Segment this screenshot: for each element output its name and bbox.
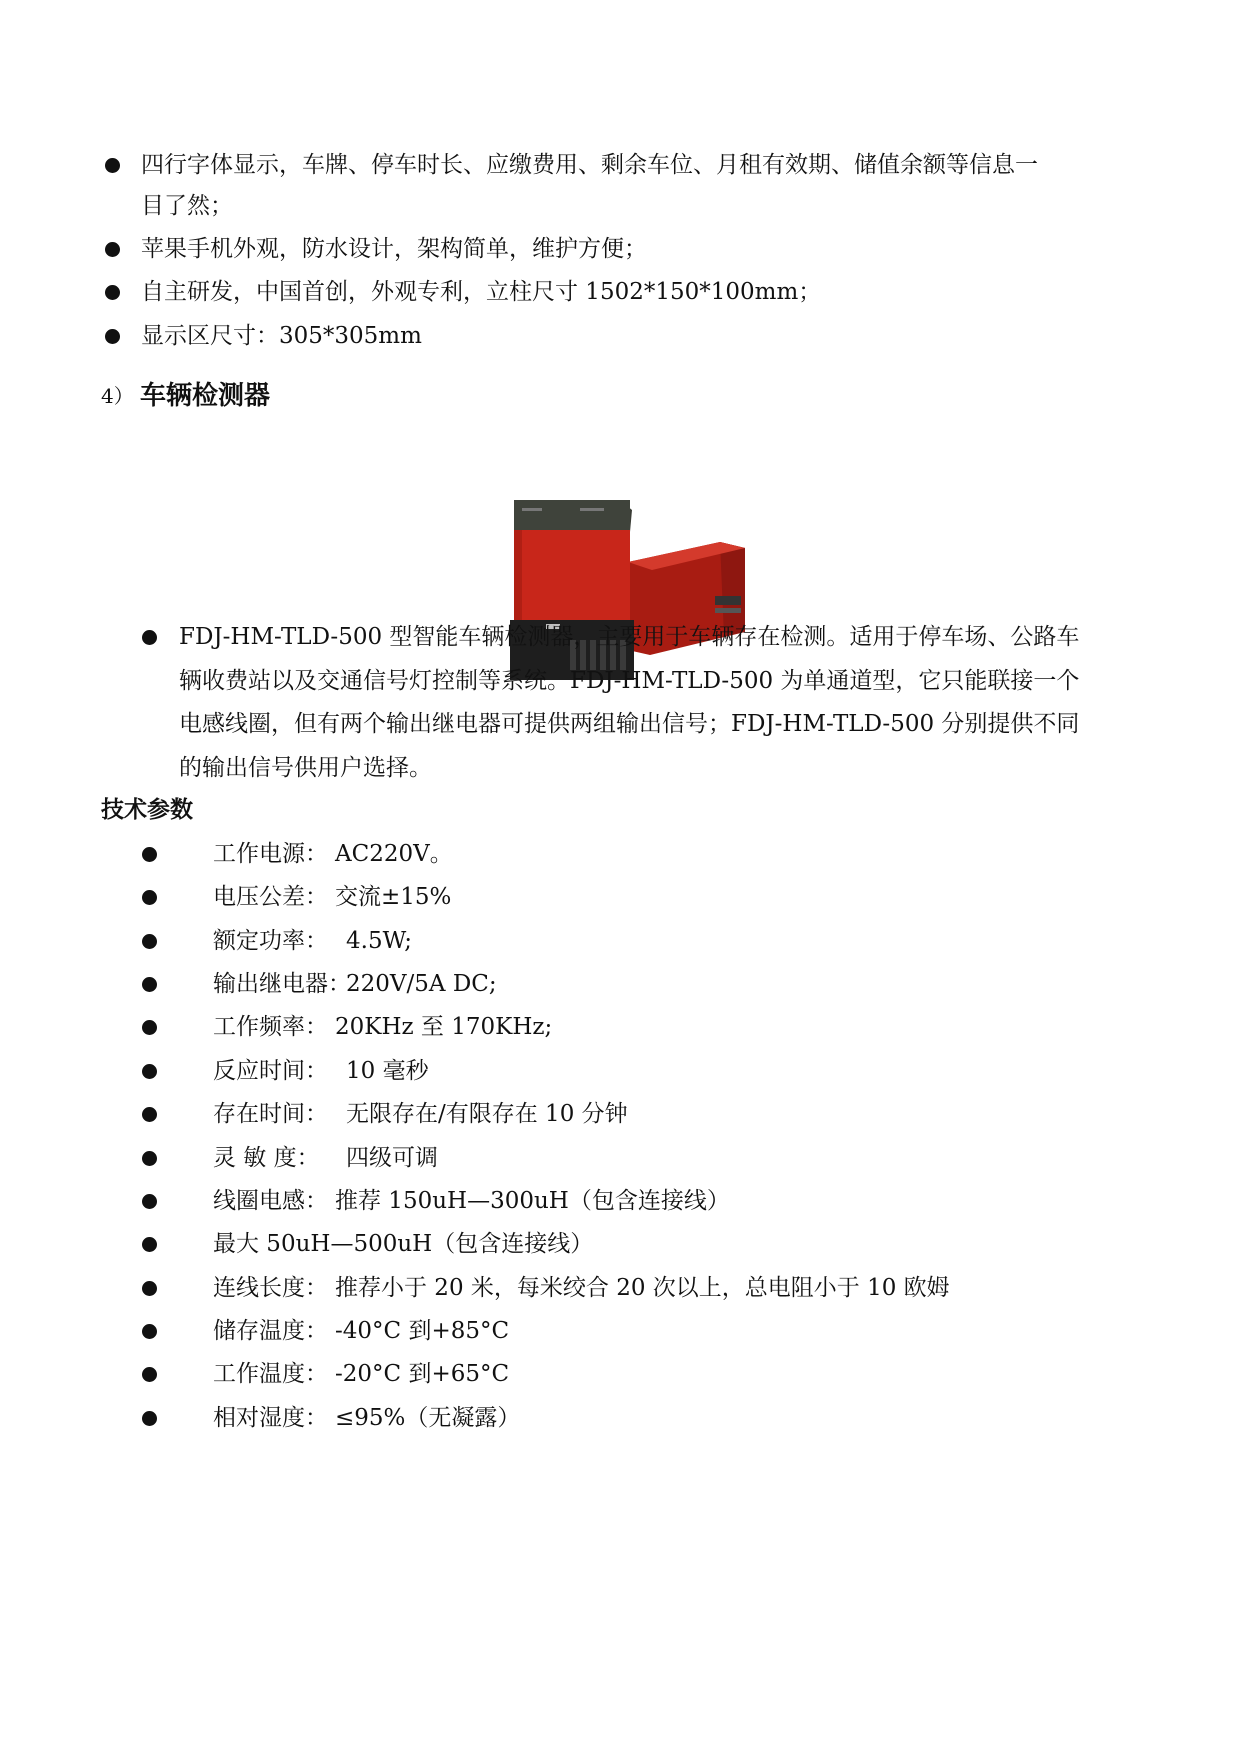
intro-bullet-3: 自主研发，中国首创，外观专利，立柱尺寸 1502*150*100mm； — [141, 279, 822, 305]
spec-label: 线圈电感： — [213, 1188, 328, 1214]
intro-bullet-4: 显示区尺寸：305*305mm — [141, 323, 422, 349]
bullet-dot — [142, 1324, 157, 1339]
spec-label: 反应时间： — [213, 1058, 328, 1084]
bullet-dot — [142, 630, 157, 645]
spec-label: 工作频率： — [213, 1014, 328, 1040]
spec-value: 无限存在/有限存在 10 分钟 — [346, 1101, 628, 1127]
description-line-1: FDJ-HM-TLD-500 型智能车辆检测器，主要用于车辆存在检测。适用于停车场、公路车 — [179, 624, 1080, 650]
bullet-dot — [142, 1367, 157, 1382]
spec-value: 推荐小于 20 米，每米绞合 20 次以上，总电阻小于 10 欧姆 — [335, 1275, 950, 1301]
bullet-dot — [105, 329, 120, 344]
spec-label: 工作电源： — [213, 841, 328, 867]
spec-value: 10 毫秒 — [346, 1058, 429, 1084]
spec-label: 连线长度： — [213, 1275, 328, 1301]
spec-label: 输出继电器： — [213, 971, 351, 997]
bullet-dot — [142, 934, 157, 949]
bullet-dot — [142, 1194, 157, 1209]
spec-label: 相对湿度： — [213, 1405, 328, 1431]
description-line-3: 电感线圈，但有两个输出继电器可提供两组输出信号；FDJ-HM-TLD-500 分别提供不同 — [179, 711, 1080, 737]
bullet-dot — [105, 158, 120, 173]
spec-value: 4.5W; — [346, 928, 412, 954]
bullet-dot — [105, 242, 120, 257]
bullet-dot — [105, 285, 120, 300]
spec-value: -20°C 到+65°C — [335, 1361, 510, 1387]
spec-value: ≤95%（无凝露） — [335, 1405, 521, 1431]
bullet-dot — [142, 890, 157, 905]
description-line-4: 的输出信号供用户选择。 — [179, 755, 432, 781]
spec-label: 额定功率： — [213, 928, 328, 954]
bullet-dot — [142, 1281, 157, 1296]
bullet-dot — [142, 1411, 157, 1426]
bullet-dot — [142, 1064, 157, 1079]
spec-label: 最大 50uH—500uH（包含连接线） — [213, 1231, 594, 1257]
bullet-dot — [142, 1020, 157, 1035]
spec-label: 工作温度： — [213, 1361, 328, 1387]
tech-params-heading: 技术参数 — [101, 797, 193, 823]
bullet-dot — [142, 977, 157, 992]
description-line-2: 辆收费站以及交通信号灯控制等系统。FDJ-HM-TLD-500 为单通道型，它只能联接一个 — [179, 668, 1080, 694]
section-number: 4） — [101, 384, 134, 408]
bullet-dot — [142, 1237, 157, 1252]
spec-value: 四级可调 — [346, 1145, 438, 1171]
spec-value: 20KHz 至 170KHz; — [335, 1014, 553, 1040]
spec-label: 灵 敏 度： — [213, 1145, 320, 1171]
intro-bullet-1-line2: 目了然； — [141, 193, 233, 219]
spec-value: 交流±15% — [335, 884, 452, 910]
spec-value: -40°C 到+85°C — [335, 1318, 510, 1344]
bullet-dot — [142, 847, 157, 862]
bullet-dot — [142, 1151, 157, 1166]
spec-label: 储存温度： — [213, 1318, 328, 1344]
bullet-dot — [142, 1107, 157, 1122]
vehicle-detector-photo — [510, 500, 790, 680]
spec-label: 存在时间： — [213, 1101, 328, 1127]
intro-bullet-1-line1: 四行字体显示，车牌、停车时长、应缴费用、剩余车位、月租有效期、储值余额等信息一 — [141, 152, 1038, 178]
spec-value: 推荐 150uH—300uH（包含连接线） — [335, 1188, 730, 1214]
spec-label: 电压公差： — [213, 884, 328, 910]
intro-bullet-2: 苹果手机外观，防水设计，架构简单，维护方便； — [141, 236, 647, 262]
spec-value: AC220V。 — [335, 841, 453, 867]
section-title: 车辆检测器 — [140, 381, 271, 411]
spec-value: 220V/5A DC; — [346, 971, 497, 997]
